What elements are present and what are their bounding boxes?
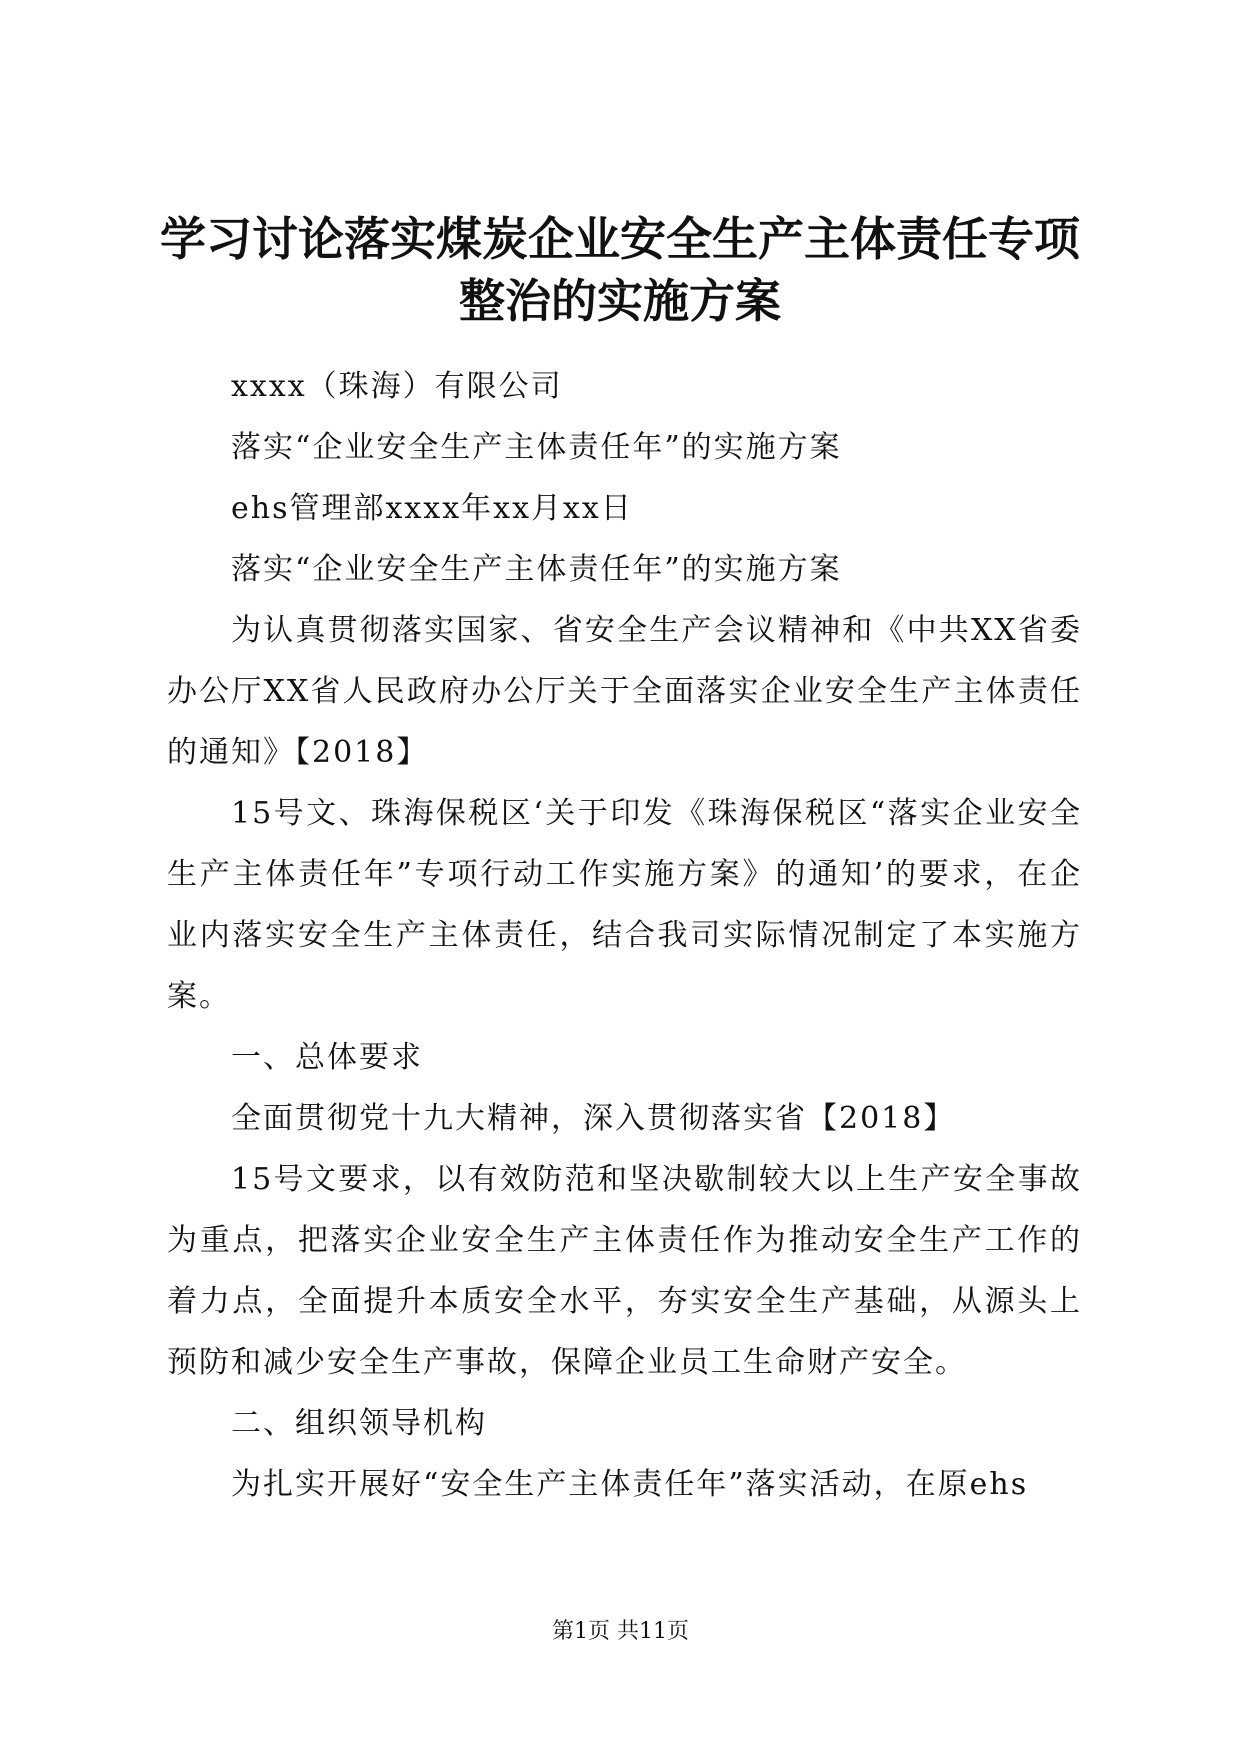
document-body — [167, 356, 1082, 1515]
paragraph: 为认真贯彻落实国家、省安全生产会议精神和《中共XX省委办公厅XX省人民政府办公厅关于全面落实企业安全生产主体责任的通知》【2018】 — [167, 613, 1082, 770]
document-title: 学习讨论落实煤炭企业安全生产主体责任专项整治的实施方案 — [160, 212, 1080, 328]
issuer-date-line: ehs管理部xxxx年xx月xx日 — [231, 491, 633, 526]
section-heading: 一、总体要求 — [231, 1040, 423, 1075]
paragraph: 全面贯彻党十九大精神，深入贯彻落实省【2018】 — [231, 1101, 956, 1136]
company-name: xxxx（珠海）有限公司 — [231, 369, 563, 404]
paragraph: 15号文、珠海保税区‘关于印发《珠海保税区“落实企业安全生产主体责任年”专项行动工作实施方案》的通知’的要求，在企业内落实安全生产主体责任，结合我司实际情况制定了本实施方案。 — [167, 796, 1082, 1014]
paragraph: 为扎实开展好“安全生产主体责任年”落实活动，在原ehs — [231, 1467, 1029, 1502]
subtitle-line: 落实“企业安全生产主体责任年”的实施方案 — [231, 430, 842, 465]
section-heading: 二、组织领导机构 — [231, 1406, 487, 1441]
subtitle-line-repeat: 落实“企业安全生产主体责任年”的实施方案 — [231, 552, 842, 587]
page-footer: 第1页 共11页 — [552, 1619, 689, 1644]
paragraph: 15号文要求，以有效防范和坚决歇制较大以上生产安全事故为重点，把落实企业安全生产主体责任作为推动安全生产工作的着力点，全面提升本质安全水平，夯实安全生产基础，从源头上预防和减少安全生产事故，保障企业员工生命财产安全。 — [167, 1162, 1082, 1380]
